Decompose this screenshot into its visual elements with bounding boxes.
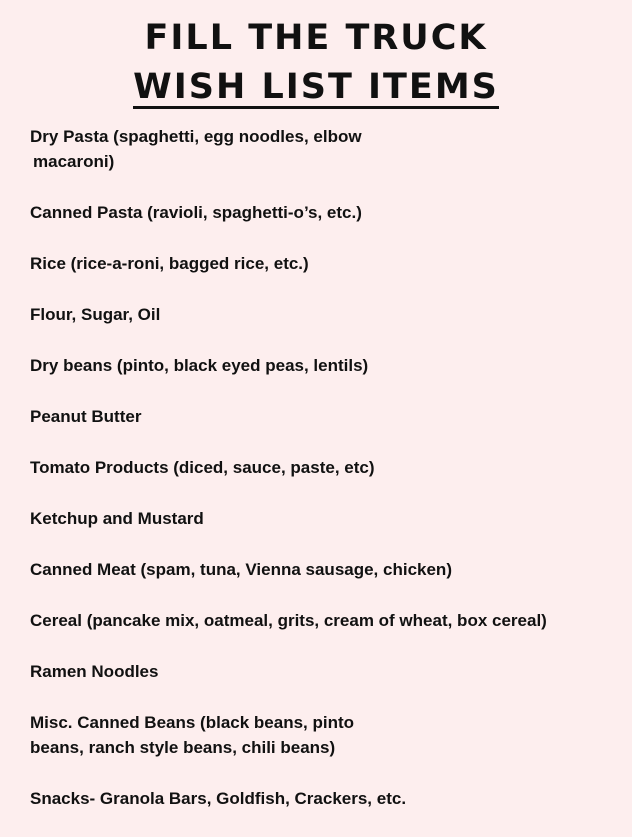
list-item <box>30 710 620 760</box>
list-item-text: Misc. Canned Beans (black beans, pinto <box>30 713 355 732</box>
list-item-text: Snacks- Granola Bars, Goldfish, Crackers, etc. <box>30 789 407 808</box>
list-item <box>30 786 620 811</box>
list-item-text: Canned Meat (spam, tuna, Vienna sausage, chicken) <box>30 560 452 579</box>
list-item-text: Ramen Noodles <box>30 662 159 681</box>
list-item-text: Tomato Products (diced, sauce, paste, etc) <box>30 458 375 477</box>
list-item <box>30 659 620 684</box>
wish-list <box>30 124 620 837</box>
list-item <box>30 608 620 633</box>
list-item <box>30 200 620 225</box>
list-item <box>30 251 620 276</box>
list-item-text: Flour, Sugar, Oil <box>30 305 161 324</box>
page-subtitle-text: WISH LIST ITEMS <box>133 67 499 107</box>
list-item <box>30 506 620 531</box>
list-item <box>30 302 620 327</box>
list-item <box>30 124 620 174</box>
list-item <box>30 353 620 378</box>
list-item-text: beans, ranch style beans, chili beans) <box>30 738 336 757</box>
page-subtitle <box>0 67 632 109</box>
list-item <box>30 404 620 429</box>
list-item-text: Ketchup and Mustard <box>30 509 204 528</box>
list-item <box>30 557 620 582</box>
list-item-text: Peanut Butter <box>30 407 142 426</box>
list-item-text: Dry Pasta (spaghetti, egg noodles, elbow <box>30 127 362 146</box>
list-item-text: Canned Pasta (ravioli, spaghetti-o’s, etc.) <box>30 203 362 222</box>
list-item-text: macaroni) <box>33 152 115 171</box>
list-item <box>30 455 620 480</box>
list-item-text: Rice (rice-a-roni, bagged rice, etc.) <box>30 254 309 273</box>
list-item-text: Dry beans (pinto, black eyed peas, lentils) <box>30 356 369 375</box>
list-item-text: Cereal (pancake mix, oatmeal, grits, cream of wheat, box cereal) <box>30 611 547 630</box>
page-title: FILL THE TRUCK <box>144 18 488 58</box>
